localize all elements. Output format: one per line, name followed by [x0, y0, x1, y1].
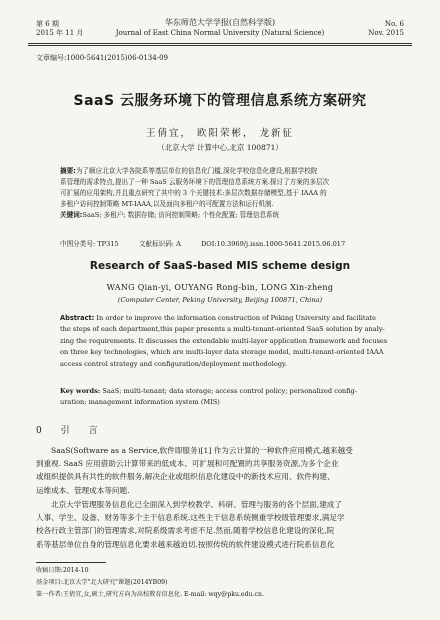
header-issue-cn: 第 6 期: [36, 20, 59, 28]
body-line: 系等基层单位自身的管理信息化要求越来越迫切.按照传统的软件建设模式进行院系信息化: [36, 539, 335, 549]
affiliation-cn: （北京大学 计算中心,北京 100871）: [157, 143, 283, 152]
body-line: 运维成本、管理成本等问题.: [36, 485, 130, 495]
keywords-en-line: [60, 386, 388, 397]
keywords-cn: [60, 210, 390, 221]
abstract-cn-line: 可扩展的应用架构,并且重点研究了其中的 3 个关键技术:多层次数据存储模型,基于 IAAA 的: [60, 189, 327, 197]
footnote-funding: 基金项目:北京大学"北大研究"课题(2014YB09): [36, 579, 168, 586]
body-line: 人事、学生、设备、财务等多个主干信息系统.这些主干信息系统侧重学校级管理要求,满足学: [36, 513, 345, 523]
abstract-label: 摘要:: [60, 167, 76, 175]
clc-number: 中图分类号: TP315: [60, 240, 119, 248]
abstract-en: [60, 313, 388, 370]
keywords-en-line: uration; management information system (MIS): [60, 398, 220, 407]
document-code: 文献标识码: A: [138, 240, 181, 248]
body-line: 到重视. SaaS 应用借助云计算带来的低成本、可扩展和可配置的共享服务资源,为多个企业: [36, 459, 339, 469]
footnote-received: 收稿日期:2014-10: [36, 567, 89, 574]
title-cn: SaaS 云服务环境下的管理信息系统方案研究: [73, 93, 367, 109]
abstract-en-line: on three key technologies, which are multi-layer data storage model, multi-tenant-oriented IAAA: [60, 348, 384, 357]
abstract-en-line: access control strategy and configuration/deployment methodology.: [60, 359, 287, 368]
body-line: 校各行政主管部门的管理需求,对院系级需求考虑不足.然而,随着学校信息化建设的深化,院: [36, 526, 335, 536]
abstract-en-label: Abstract:: [60, 314, 95, 322]
abstract-cn-line: [60, 166, 390, 177]
header-rule-thin: [28, 45, 412, 46]
abstract-cn-text: 为了顺应北京大学各院系等基层单位的信息化门槛,深化学校信息化建设,根据学校院: [75, 167, 318, 175]
classification-meta: [60, 238, 400, 248]
keywords-label: 关键词:: [60, 211, 83, 219]
keywords-cn-text: SaaS; 多租户; 数据存储; 访问控制策略; 个性化配置; 管理信息系统: [82, 211, 280, 219]
header-issue-en: No. 6: [384, 20, 404, 28]
intro-paragraph-1: [36, 444, 406, 497]
authors-en: WANG Qian-yi, OUYANG Rong-bin, LONG Xin-zheng: [106, 283, 334, 292]
affiliation-en: (Computer Center, Peking University, Beijing 100871, China): [117, 296, 323, 304]
footnote-author: 第一作者:王倩宜,女,硕士,研究方向为高校教育信息化. E-mail: wqy@pku.edu.cn.: [36, 591, 264, 598]
authors-cn: 王倩宜， 欧阳荣彬， 龙新征: [145, 128, 295, 139]
abstract-cn-line: 系管理的需求特点,提出了一种 SaaS 云服务环境下的管理信息系统方案.探讨了方案的多层次: [60, 178, 330, 186]
abstract-en-line: zing the requirements. It discusses the extendable multi-layer application framework and focuses: [60, 336, 388, 345]
body-line: 或组织提供具有共性的软件服务,解决企业或组织信息化建设中的新技术应用、软件构建、: [36, 472, 335, 482]
header-journal-cn: 华东师范大学学报(自然科学版): [164, 18, 276, 27]
keywords-en-label: Key words:: [60, 387, 101, 395]
title-en: Research of SaaS-based MIS scheme design: [89, 260, 351, 272]
abstract-en-line: the steps of each department,this paper presents a multi-tenant-oriented SaaS solution by analy-: [60, 325, 385, 334]
header-journal-en: Journal of East China Normal University (Natural Science): [115, 29, 325, 37]
header-date-cn: 2015 年 11 月: [36, 29, 84, 37]
footnote-rule: [36, 562, 106, 563]
intro-paragraph-2: [36, 498, 406, 551]
doi: DOI:10.3969/j.issn.1000-5641.2015.06.017: [201, 240, 346, 248]
body-line: 北京大学管理服务信息化已全面深入到学校教学、科研、管理与服务的各个层面,建成了: [51, 500, 342, 509]
abstract-cn-line: 多租户访问控制策略 MT-IAAA,以及面向多租户的可配置方法和运行机制.: [60, 200, 274, 208]
abstract-cn: [60, 166, 390, 221]
abstract-en-line: [60, 313, 388, 324]
header-date-en: Nov. 2015: [368, 29, 404, 37]
header-rule: [28, 43, 412, 44]
section-heading: 0 引 言: [36, 426, 106, 436]
keywords-en: [60, 386, 388, 409]
abstract-en-text: In order to improve the information construction of Peking University and facilitate: [94, 314, 377, 322]
article-number: 文章编号:1000-5641(2015)06-0134-09: [36, 54, 168, 62]
body-line: SaaS(Software as a Service,软件即服务)[1] 作为云计算的一种软件应用模式,越来越受: [51, 446, 353, 455]
keywords-en-text: SaaS; multi-tenant; data storage; access control policy; personalized config-: [100, 387, 358, 395]
